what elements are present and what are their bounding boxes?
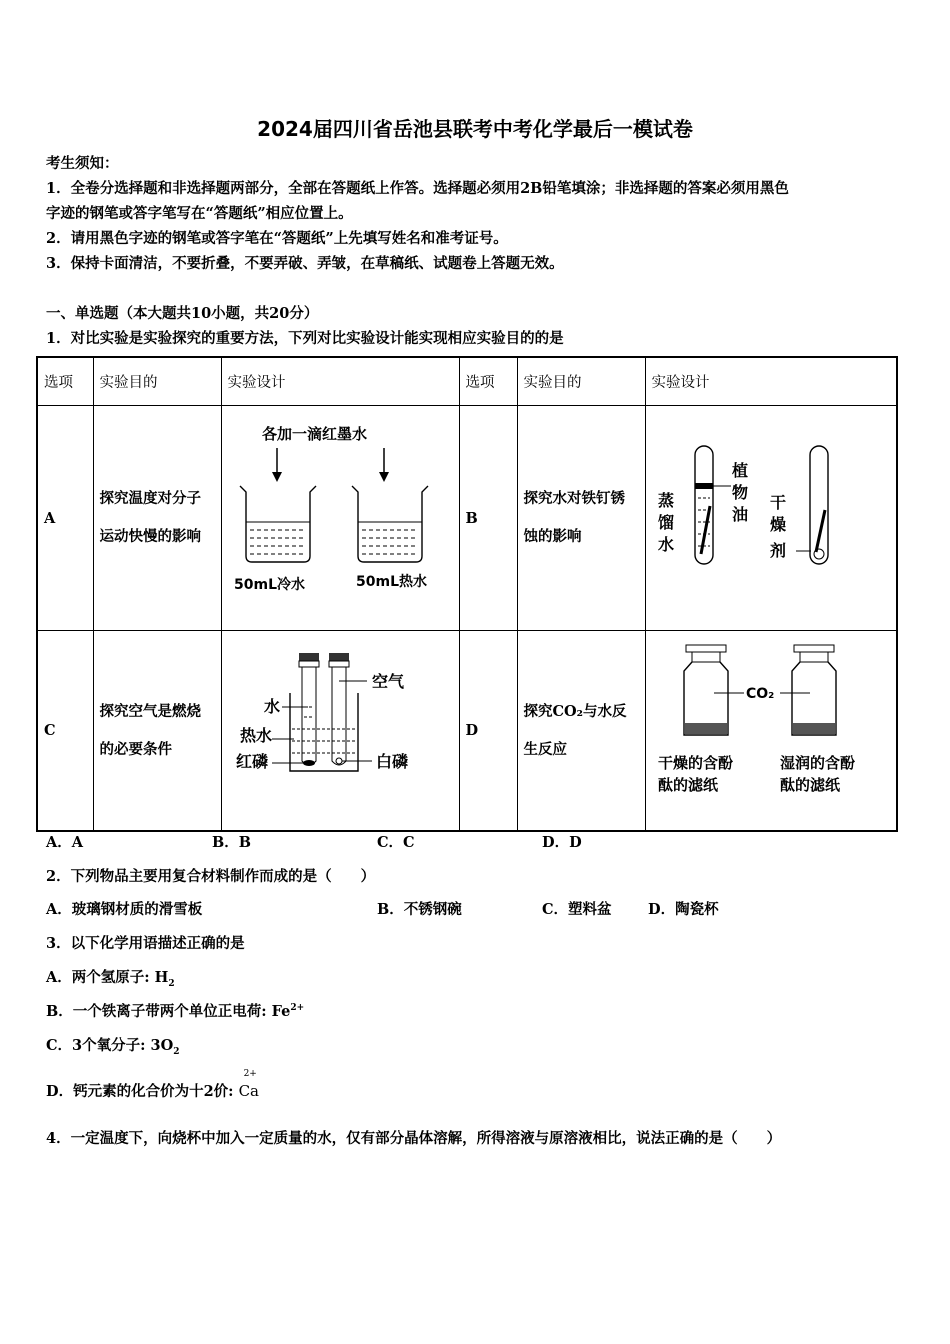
label-white-phosphorus: 白磷 xyxy=(375,752,408,771)
notice-line-3: 3．保持卡面清洁，不要折叠，不要弄破、弄皱，在草稿纸、试题卷上答题无效。 xyxy=(46,255,564,272)
q3-stem: 3．以下化学用语描述正确的是 xyxy=(46,935,245,952)
label-hot-water: 热水 xyxy=(239,726,272,745)
label-oil-3: 油 xyxy=(731,505,748,524)
beakers-diagram xyxy=(222,406,460,626)
label-dry-1: 干 xyxy=(769,493,786,512)
q3-option-d-text: D．钙元素的化合价为十2价: xyxy=(46,1083,239,1100)
valence-superscript: 2+ xyxy=(243,1069,257,1079)
q1-stem: 1．对比实验是实验探究的重要方法，下列对比实验设计能实现相应实验目的的是 xyxy=(46,330,564,347)
q1-option-d[interactable]: D．D xyxy=(542,834,582,851)
label-water: 水 xyxy=(263,697,280,716)
label-red-phosphorus: 红磷 xyxy=(235,752,268,771)
option-d-purpose: 探究CO₂与水反生反应 xyxy=(517,631,645,832)
q2-option-a[interactable]: A．玻璃钢材质的滑雪板 xyxy=(46,901,203,918)
notice-heading: 考生须知： xyxy=(46,155,119,172)
table-row xyxy=(37,406,897,631)
option-c-cell: C xyxy=(37,631,93,832)
q4-stem: 4．一定温度下，向烧杯中加入一定质量的水，仅有部分晶体溶解，所得溶液与原溶液相比，说法正确的是（ ） xyxy=(46,1130,782,1147)
q3-option-d[interactable] xyxy=(46,1069,259,1101)
q3-option-a-text: A．两个氢原子: H xyxy=(46,969,169,986)
label-dry-paper-2: 酞的滤纸 xyxy=(657,776,718,794)
subscript: 2 xyxy=(173,1046,180,1057)
page-title: 2024届四川省岳池县联考中考化学最后一模试卷 xyxy=(257,117,693,141)
co2-bottles-diagram xyxy=(646,631,898,826)
test-tubes-diagram xyxy=(646,406,898,626)
label-dry-paper-1: 干燥的含酚 xyxy=(657,754,733,772)
option-b-cell: B xyxy=(459,406,517,631)
option-a-design xyxy=(221,406,459,631)
table-header-row xyxy=(37,357,897,406)
label-oil-1: 植 xyxy=(731,461,748,480)
option-c-purpose: 探究空气是燃烧的必要条件 xyxy=(93,631,221,832)
header-cell: 实验设计 xyxy=(221,357,459,406)
valence-symbol xyxy=(238,1069,259,1100)
option-b-design xyxy=(645,406,897,631)
q2-option-c[interactable]: C．塑料盆 xyxy=(542,901,612,918)
q2-option-d[interactable]: D．陶瓷杯 xyxy=(648,901,719,918)
header-cell: 实验目的 xyxy=(517,357,645,406)
diagram-label-hot: 50mL热水 xyxy=(355,574,427,590)
label-wet-paper-1: 湿润的含酚 xyxy=(779,754,855,772)
q3-option-b[interactable] xyxy=(46,1000,304,1021)
q1-table xyxy=(36,356,898,832)
label-co2: CO₂ xyxy=(745,686,774,702)
q3-option-c[interactable] xyxy=(46,1034,180,1057)
q3-option-a[interactable] xyxy=(46,966,175,989)
q1-option-c[interactable]: C．C xyxy=(377,834,415,851)
header-cell: 选项 xyxy=(37,357,93,406)
q1-option-a[interactable]: A．A xyxy=(46,834,84,851)
q1-option-b[interactable]: B．B xyxy=(212,834,252,851)
label-dry-3: 剂 xyxy=(769,541,786,560)
option-a-purpose: 探究温度对分子运动快慢的影响 xyxy=(93,406,221,631)
option-b-purpose: 探究水对铁钉锈蚀的影响 xyxy=(517,406,645,631)
option-d-cell: D xyxy=(459,631,517,832)
diagram-label-top: 各加一滴红墨水 xyxy=(261,425,367,443)
label-oil-2: 物 xyxy=(731,483,748,502)
label-dry-2: 燥 xyxy=(769,515,786,534)
label-air: 空气 xyxy=(371,672,404,691)
subscript: 2 xyxy=(168,978,175,989)
option-a-cell: A xyxy=(37,406,93,631)
header-cell: 实验目的 xyxy=(93,357,221,406)
notice-line-2: 2．请用黑色字迹的钢笔或答字笔在“答题纸”上先填写姓名和准考证号。 xyxy=(46,230,508,247)
phosphorus-diagram xyxy=(222,631,460,826)
element-symbol: Ca xyxy=(238,1082,259,1100)
label-distilled-1: 蒸 xyxy=(657,491,674,510)
q2-stem: 2．下列物品主要用复合材料制作而成的是（ ） xyxy=(46,868,376,885)
section-heading: 一、单选题（本大题共10小题，共20分） xyxy=(46,305,319,322)
option-c-design xyxy=(221,631,459,832)
label-distilled-3: 水 xyxy=(657,535,674,554)
label-wet-paper-2: 酞的滤纸 xyxy=(779,776,840,794)
table-row xyxy=(37,631,897,832)
diagram-label-cold: 50mL冷水 xyxy=(233,577,305,593)
q3-option-b-text: B．一个铁离子带两个单位正电荷: Fe xyxy=(46,1003,291,1020)
notice-line-1a: 1．全卷分选择题和非选择题两部分，全部在答题纸上作答。选择题必须用2B铅笔填涂；非选择题的答案必须用黑色 xyxy=(46,180,789,197)
option-d-design xyxy=(645,631,897,832)
q3-option-c-text: C．3个氧分子: 3O xyxy=(46,1037,174,1054)
header-cell: 实验设计 xyxy=(645,357,897,406)
superscript: 2+ xyxy=(290,1003,305,1014)
header-cell: 选项 xyxy=(459,357,517,406)
notice-line-1b: 字迹的钢笔或答字笔写在“答题纸”相应位置上。 xyxy=(46,205,353,222)
q2-option-b[interactable]: B．不锈钢碗 xyxy=(377,901,462,918)
label-distilled-2: 馏 xyxy=(657,513,674,532)
